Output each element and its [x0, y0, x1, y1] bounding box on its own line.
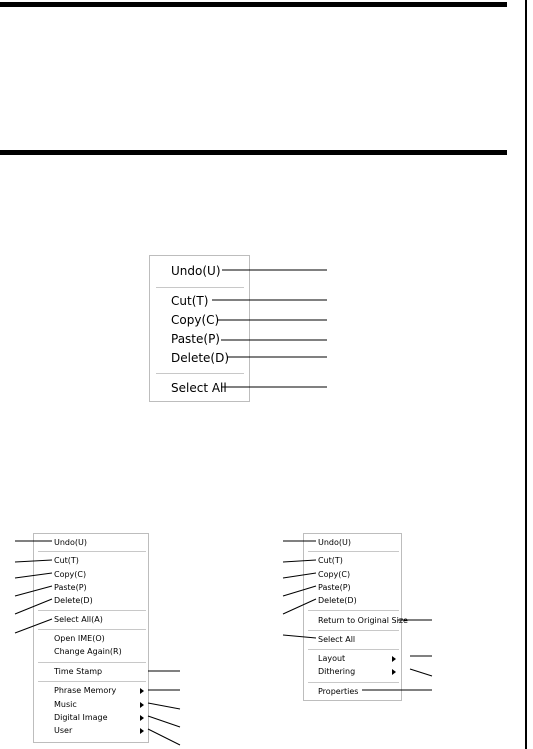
menu-separator	[38, 681, 146, 682]
menu-item-paste[interactable]: Paste(P)	[54, 583, 87, 592]
menu-separator	[308, 551, 399, 552]
menu-item-select-all[interactable]: Select All(A)	[54, 615, 103, 624]
submenu-arrow-icon	[140, 728, 144, 734]
menu-item-copy[interactable]: Copy(C)	[171, 313, 220, 327]
menu-separator	[308, 610, 399, 611]
menu-separator	[156, 373, 244, 374]
menu-item-phrase-memory[interactable]: Phrase Memory	[54, 686, 117, 695]
menu-item-copy[interactable]: Copy(C)	[54, 570, 87, 579]
menu-separator	[38, 610, 146, 611]
menu-item-cut[interactable]: Cut(T)	[171, 294, 209, 308]
callout-line	[148, 716, 180, 727]
menu-item-select-all[interactable]: Select All	[318, 635, 356, 644]
menu-separator	[38, 551, 146, 552]
menu-item-user[interactable]: User	[54, 726, 73, 735]
menu-item-delete[interactable]: Delete(D)	[318, 596, 357, 605]
menu-item-select-all[interactable]: Select All	[171, 381, 227, 395]
callout-line	[410, 669, 432, 676]
submenu-arrow-icon	[140, 688, 144, 694]
menu-item-undo[interactable]: Undo(U)	[171, 264, 221, 278]
menu-item-delete[interactable]: Delete(D)	[171, 351, 230, 365]
menu-item-change-again[interactable]: Change Again(R)	[54, 647, 122, 656]
menu-item-return-original-size[interactable]: Return to Original Size	[318, 616, 408, 625]
section-rule	[0, 150, 507, 155]
menu-item-cut[interactable]: Cut(T)	[318, 556, 343, 565]
menu-item-paste[interactable]: Paste(P)	[171, 332, 220, 346]
menu-separator	[308, 682, 399, 683]
menu-separator	[156, 287, 244, 288]
context-menu-text	[33, 533, 149, 743]
page-edge-line	[525, 0, 527, 749]
menu-item-undo[interactable]: Undo(U)	[54, 538, 87, 547]
menu-item-undo[interactable]: Undo(U)	[318, 538, 351, 547]
menu-item-dithering[interactable]: Dithering	[318, 667, 356, 676]
menu-item-open-ime[interactable]: Open IME(O)	[54, 634, 105, 643]
menu-separator	[38, 662, 146, 663]
menu-separator	[308, 649, 399, 650]
menu-separator	[308, 630, 399, 631]
menu-item-properties[interactable]: Properties	[318, 687, 359, 696]
menu-item-cut[interactable]: Cut(T)	[54, 556, 79, 565]
menu-item-copy[interactable]: Copy(C)	[318, 570, 351, 579]
menu-separator	[38, 629, 146, 630]
context-menu-main	[149, 255, 250, 402]
menu-item-time-stamp[interactable]: Time Stamp	[54, 667, 103, 676]
menu-item-layout[interactable]: Layout	[318, 654, 346, 663]
menu-item-digital-image[interactable]: Digital Image	[54, 713, 108, 722]
submenu-arrow-icon	[140, 702, 144, 708]
callout-line	[148, 729, 180, 745]
callout-line	[148, 703, 180, 709]
top-rule	[0, 2, 507, 7]
submenu-arrow-icon	[140, 715, 144, 721]
menu-item-delete[interactable]: Delete(D)	[54, 596, 93, 605]
submenu-arrow-icon	[392, 669, 396, 675]
submenu-arrow-icon	[392, 656, 396, 662]
context-menu-image	[303, 533, 408, 701]
menu-item-music[interactable]: Music	[54, 700, 77, 709]
menu-item-paste[interactable]: Paste(P)	[318, 583, 351, 592]
